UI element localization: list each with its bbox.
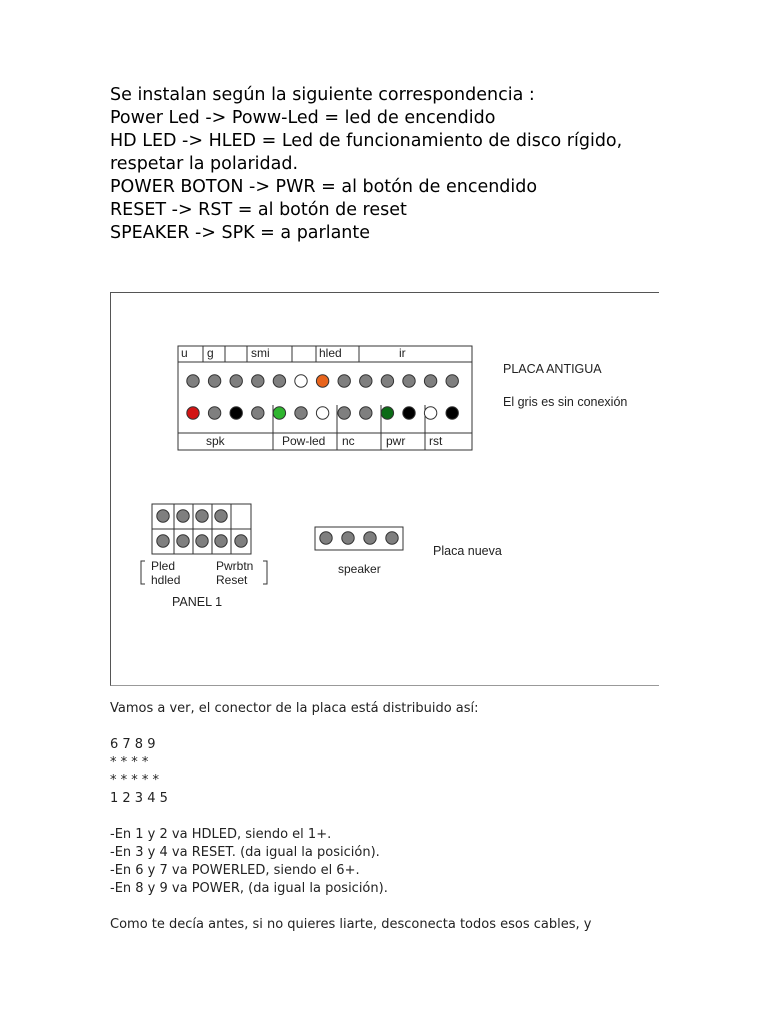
pin-white [424,407,436,419]
pin-gray [208,375,220,387]
panel-label-hdled: hdled [151,573,181,587]
old-board-title: PLACA ANTIGUA [503,362,602,376]
pin-gray [157,535,169,547]
pin-gray [360,375,372,387]
heading-line: RESET -> RST = al botón de reset [110,200,407,220]
pin-white [295,375,307,387]
pin-gray [177,510,189,522]
pin-gray [177,535,189,547]
pin-white [316,407,328,419]
body-line: * * * * * [110,773,160,788]
pin-gray [381,375,393,387]
speaker-label: speaker [338,562,381,576]
pin-gray [187,375,199,387]
panel-label-reset: Reset [216,573,248,587]
pin-orange [316,375,328,387]
pin-gray [403,375,415,387]
pin-gray [386,532,398,544]
body-line: -En 8 y 9 va POWER, (da igual la posición). [110,881,388,896]
pin-black [403,407,415,419]
pin-darkgreen [381,407,393,419]
old-label-smi: smi [251,346,270,360]
body-line: -En 1 y 2 va HDLED, siendo el 1+. [110,827,332,842]
old-label-ir: ir [399,346,406,360]
body-line [110,808,710,826]
body-line: 6 7 8 9 [110,737,156,752]
old-label-pwr: pwr [386,434,406,448]
old-board-note: El gris es sin conexión [503,395,628,409]
old-label-rst: rst [429,434,443,448]
body-line: 1 2 3 4 5 [110,791,168,806]
pin-gray [215,535,227,547]
pin-gray [235,535,247,547]
body-line: -En 6 y 7 va POWERLED, siendo el 6+. [110,863,360,878]
body-line [110,718,710,736]
pin-gray [342,532,354,544]
panel-label-pled: Pled [151,559,176,573]
heading-line: HD LED -> HLED = Led de funcionamiento de disco rígido, [110,131,623,151]
pin-gray [446,375,458,387]
old-label-u: u [181,346,188,360]
pin-gray [157,510,169,522]
heading-line: POWER BOTON -> PWR = al botón de encendido [110,177,538,197]
heading-line: respetar la polaridad. [110,154,299,174]
heading-line: SPEAKER -> SPK = a parlante [110,223,371,243]
heading-line: Se instalan según la siguiente correspondencia : [110,85,535,105]
pin-gray [208,407,220,419]
pin-gray [215,510,227,522]
pin-gray [364,532,376,544]
pin-gray [273,375,285,387]
body-line: -En 3 y 4 va RESET. (da igual la posición). [110,845,380,860]
pin-gray [320,532,332,544]
pin-gray [338,407,350,419]
pin-gray [295,407,307,419]
pin-gray [338,375,350,387]
body-line: * * * * [110,755,149,770]
pin-gray [252,407,264,419]
speaker-pins [320,532,398,544]
body-line [110,898,710,916]
pin-gray [252,375,264,387]
old-label-spk: spk [206,434,225,448]
old-board-top-pins [187,375,459,387]
old-label-hled: hled [319,346,342,360]
connector-diagram-svg [111,293,660,687]
pin-gray [230,375,242,387]
pin-red [187,407,199,419]
pin-black [446,407,458,419]
old-label-g: g [207,346,214,360]
panel-label-pwrbtn: Pwrbtn [216,559,254,573]
panel-title: PANEL 1 [172,595,223,609]
pin-gray [196,510,208,522]
pin-gray [360,407,372,419]
old-label-pow-led: Pow-led [282,434,326,448]
old-label-nc: nc [342,434,355,448]
pin-gray [424,375,436,387]
new-board-label: Placa nueva [433,544,502,558]
connector-diagram [110,292,659,686]
body-text [110,700,710,934]
heading-block [110,84,710,245]
body-line: Como te decía antes, si no quieres liarte, desconecta todos esos cables, y [110,917,592,932]
pin-green [273,407,285,419]
pin-black [230,407,242,419]
heading-line: Power Led -> Poww-Led = led de encendido [110,108,496,128]
old-board-bottom-pins [187,407,459,419]
body-line: Vamos a ver, el conector de la placa está distribuido así: [110,701,479,716]
pin-gray [196,535,208,547]
